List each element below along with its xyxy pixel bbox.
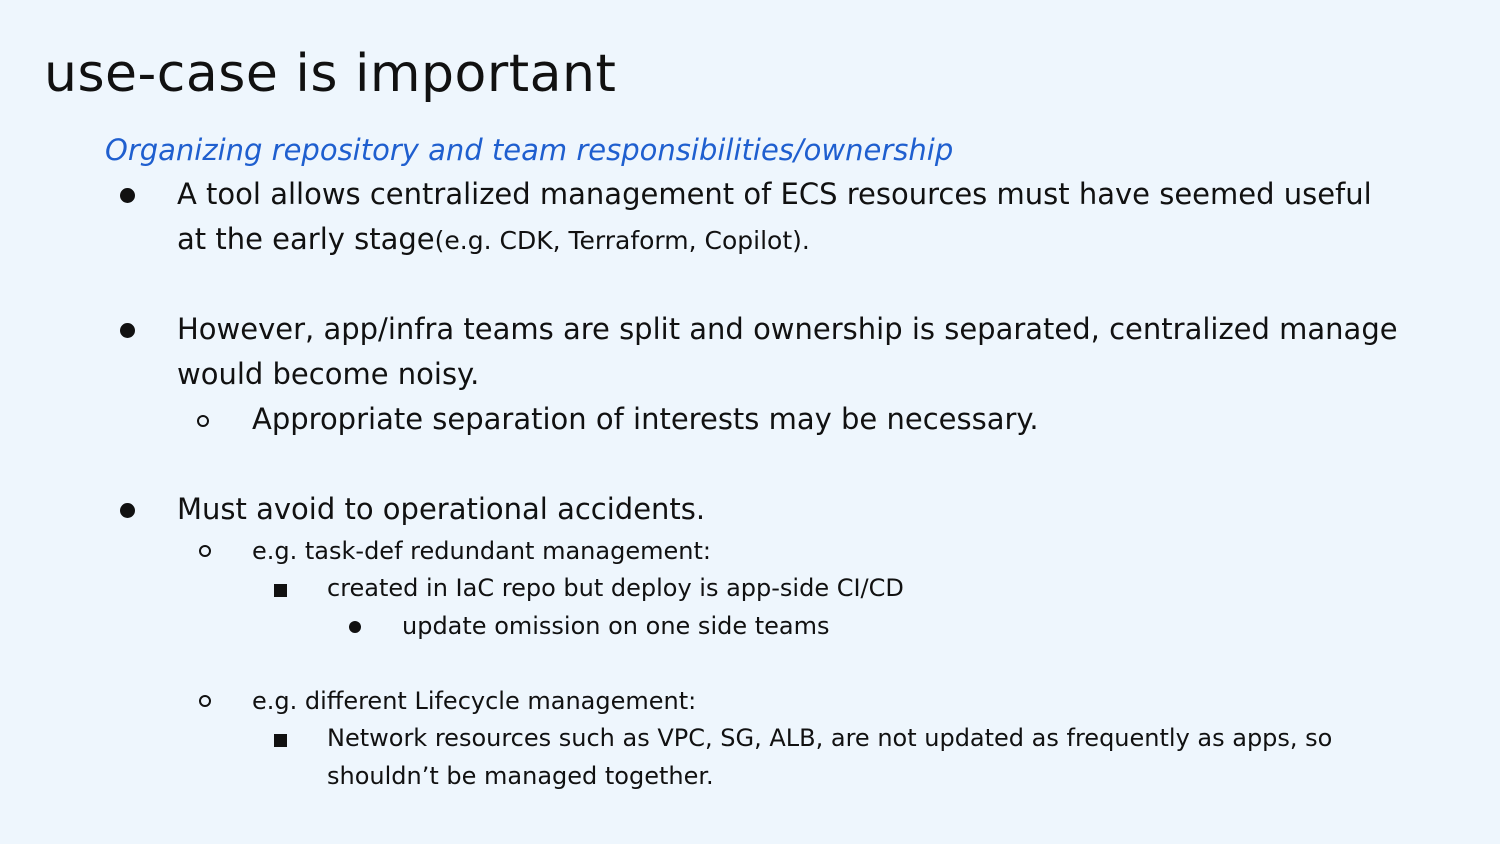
slide-title: use-case is important bbox=[44, 44, 617, 104]
item-1-examples: (e.g. CDK, Terraform, Copilot). bbox=[434, 226, 810, 255]
slide-subtitle: Organizing repository and team responsibilities/ownership bbox=[105, 133, 954, 167]
item-3-sub-1-sub: created in IaC repo but deploy is app-side CI/CD bbox=[327, 574, 904, 602]
bullet-ring bbox=[199, 695, 211, 707]
bullet-dot bbox=[120, 188, 135, 203]
item-2-sub: Appropriate separation of interests may be necessary. bbox=[252, 402, 1039, 436]
item-1-line-2-main: at the early stage bbox=[177, 222, 435, 256]
item-3-sub-2: e.g. different Lifecycle management: bbox=[252, 687, 697, 715]
item-2-line-2: would become noisy. bbox=[177, 357, 480, 391]
bullet-ring bbox=[199, 545, 211, 557]
item-3-sub-1-sub-sub: update omission on one side teams bbox=[402, 612, 830, 640]
bullet-dot bbox=[120, 503, 135, 518]
bullet-square bbox=[274, 734, 287, 747]
bullet-dot bbox=[120, 323, 135, 338]
item-1-line-1: A tool allows centralized management of ECS resources must have seemed useful bbox=[177, 177, 1372, 211]
item-3-line-1: Must avoid to operational accidents. bbox=[177, 492, 706, 526]
item-3-sub-2-sub-line-1: Network resources such as VPC, SG, ALB, are not updated as frequently as apps, so bbox=[327, 724, 1333, 752]
bullet-ring bbox=[197, 415, 209, 427]
item-3-sub-2-sub-line-2: shouldn’t be managed together. bbox=[327, 762, 714, 790]
bullet-square bbox=[274, 584, 287, 597]
item-1-line-2 bbox=[177, 217, 810, 263]
bullet-dot-small bbox=[349, 621, 361, 633]
item-3-sub-1: e.g. task-def redundant management: bbox=[252, 537, 711, 565]
item-2-line-1: However, app/infra teams are split and ownership is separated, centralized manage bbox=[177, 312, 1398, 346]
